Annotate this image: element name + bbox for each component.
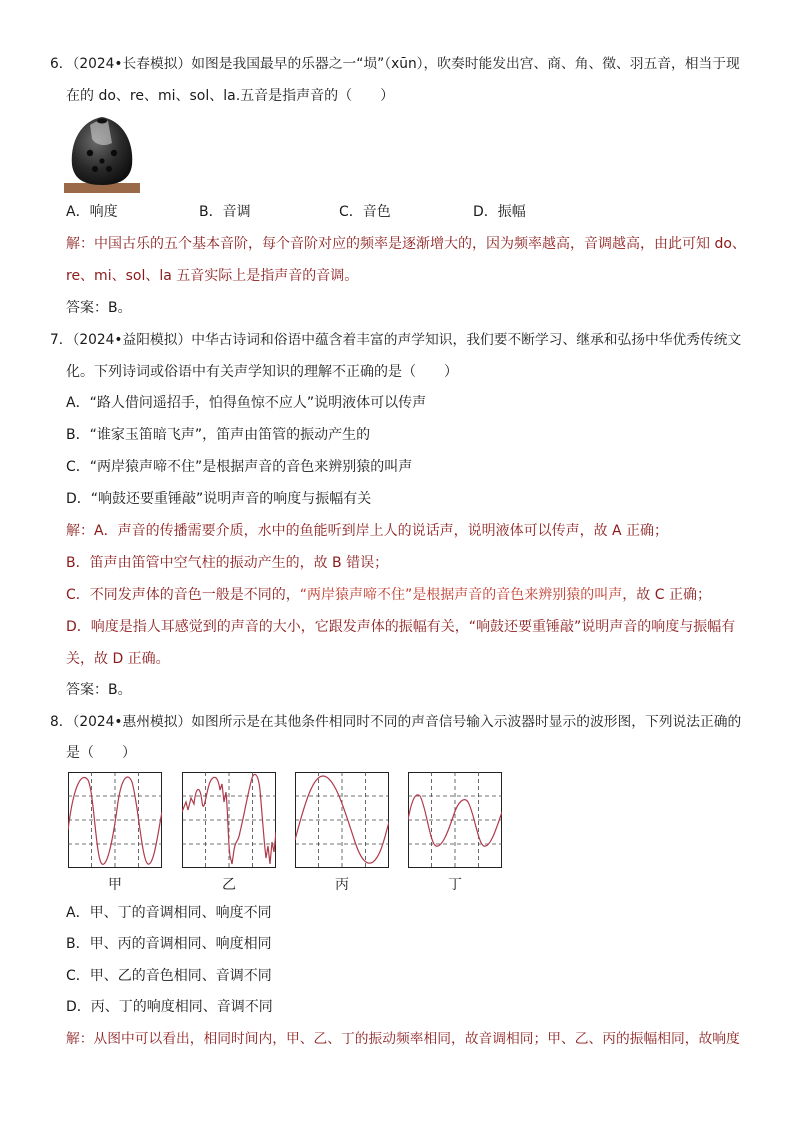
q7-solution-line3-quote: “两岸猿声啼不住”是根据声音的音色来辨别猿的叫声 <box>299 587 623 603</box>
waveform-jia <box>68 772 162 868</box>
q7-answer: 答案：B。 <box>66 682 132 698</box>
q6-solution-line1: 解：中国古乐的五个基本音阶，每个音阶对应的频率是逐渐增大的，因为频率越高，音调越高，由此可知 do、 <box>66 236 746 252</box>
q7-option-b: B．“谁家玉笛暗飞声”，笛声由笛管的振动产生的 <box>66 427 371 443</box>
q7-stem-line2: 化。下列诗词或俗语中有关声学知识的理解不正确的是（ ） <box>66 364 458 380</box>
q7-solution-line5: 关，故 D 正确。 <box>66 651 170 667</box>
q7-stem-line1: 7．（2024•益阳模拟）中华古诗词和俗语中蕴含着丰富的声学知识，我们要不断学习、继承和弘扬中华优秀传统文 <box>50 332 742 348</box>
q7-option-a: A．“路人借问遥招手，怕得鱼惊不应人”说明液体可以传声 <box>66 395 427 411</box>
q7-solution-line1: 解：A．声音的传播需要介质，水中的鱼能听到岸上人的说话声，说明液体可以传声，故 A 正确； <box>66 523 669 539</box>
q7-solution-line3-part1: C．不同发声体的音色一般是不同的， <box>66 587 300 603</box>
q8-stem-line2: 是（ ） <box>66 745 136 761</box>
q6-option-a: A．响度 <box>66 204 118 220</box>
q6-stem-line1: 6．（2024•长春模拟）如图是我国最早的乐器之一“埙”（xūn），吹奏时能发出宫、商、角、徵、羽五音，相当于现 <box>50 56 740 72</box>
xun-ocarina-image <box>62 113 142 195</box>
q7-solution-line3-part3: ，故 C 正确； <box>622 587 711 603</box>
waveform-caption-bing: 丙 <box>335 877 349 893</box>
waveform-caption-jia: 甲 <box>108 877 122 893</box>
q8-option-d: D．丙、丁的响度相同、音调不同 <box>66 999 273 1015</box>
q6-option-d: D．振幅 <box>473 204 526 220</box>
q7-solution-line2: B．笛声由笛管中空气柱的振动产生的，故 B 错误； <box>66 555 389 571</box>
waveform-caption-ding: 丁 <box>448 877 462 893</box>
q6-stem-line2: 在的 do、re、mi、sol、la.五音是指声音的（ ） <box>66 88 395 104</box>
q7-solution-line3 <box>66 585 711 605</box>
q8-option-b: B．甲、丙的音调相同、响度相同 <box>66 936 272 952</box>
q8-stem-line1: 8．（2024•惠州模拟）如图所示是在其他条件相同时不同的声音信号输入示波器时显示的波形图，下列说法正确的 <box>50 714 742 730</box>
waveform-ding <box>408 772 502 868</box>
q8-option-a: A．甲、丁的音调相同、响度不同 <box>66 905 272 921</box>
q6-option-c: C．音色 <box>339 204 391 220</box>
q7-solution-line4: D．响度是指人耳感觉到的声音的大小，它跟发声体的振幅有关，“响鼓还要重锤敲”说明声音的响度与振幅有 <box>66 619 736 635</box>
q8-option-c: C．甲、乙的音色相同、音调不同 <box>66 968 272 984</box>
q7-option-d: D．“响鼓还要重锤敲”说明声音的响度与振幅有关 <box>66 491 372 507</box>
waveform-yi <box>182 772 276 868</box>
waveform-bing <box>295 772 389 868</box>
q6-solution-line2: re、mi、sol、la 五音实际上是指声音的音调。 <box>66 268 359 284</box>
q7-option-c: C．“两岸猿声啼不住”是根据声音的音色来辨别猿的叫声 <box>66 459 413 475</box>
q8-solution-line1: 解：从图中可以看出，相同时间内，甲、乙、丁的振动频率相同，故音调相同；甲、乙、丙的振幅相同，故响度 <box>66 1031 740 1047</box>
waveform-caption-yi: 乙 <box>222 877 236 893</box>
q6-option-b: B．音调 <box>199 204 251 220</box>
q6-answer: 答案：B。 <box>66 300 132 316</box>
